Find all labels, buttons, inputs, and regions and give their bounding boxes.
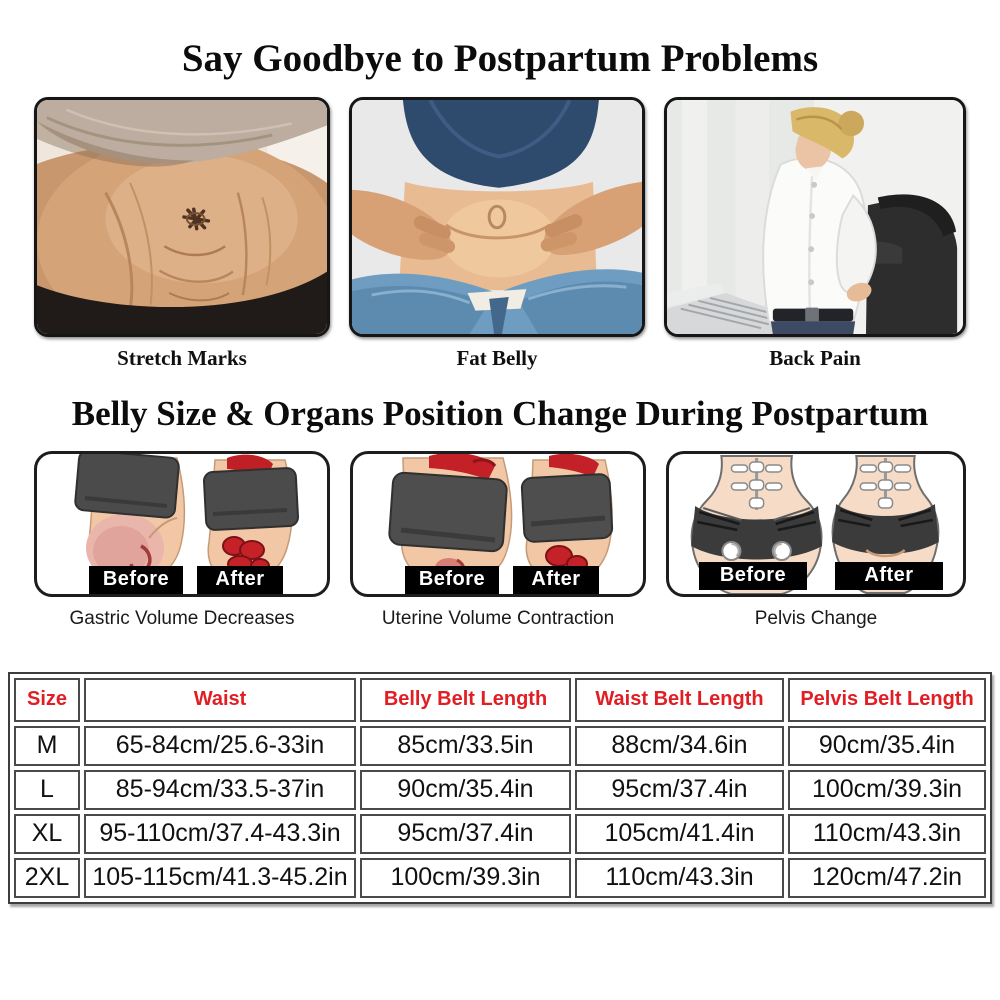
- before-badge: Before: [89, 566, 183, 594]
- after-badge: After: [197, 566, 283, 594]
- after-badge: After: [835, 562, 943, 590]
- cell-size-m: M: [14, 726, 80, 766]
- cell-size-l: L: [14, 770, 80, 810]
- cell-belly-xl: 95cm/37.4in: [360, 814, 571, 854]
- photo-caption-stretch-marks: Stretch Marks: [117, 345, 247, 370]
- photo-caption-back-pain: Back Pain: [769, 345, 861, 370]
- cell-belly-2xl: 100cm/39.3in: [360, 858, 571, 898]
- photo-stretch-marks: [34, 97, 330, 371]
- stretch-marks-illustration: [37, 100, 327, 334]
- col-header-pelvis: Pelvis Belt Length: [788, 678, 986, 722]
- col-header-waist-belt: Waist Belt Length: [575, 678, 784, 722]
- panel-caption-pelvis: Pelvis Change: [754, 607, 878, 629]
- change-panels-row: [0, 451, 1000, 630]
- cell-waistbelt-xl: 105cm/41.4in: [575, 814, 784, 854]
- pelvis-change-panel: [666, 451, 966, 597]
- panel-caption-uterine: Uterine Volume Contraction: [381, 607, 615, 629]
- cell-belly-l: 90cm/35.4in: [360, 770, 571, 810]
- before-badge: Before: [405, 566, 499, 594]
- cell-waistbelt-2xl: 110cm/43.3in: [575, 858, 784, 898]
- back-pain-photo-frame: [664, 97, 966, 337]
- cell-waist-l: 85-94cm/33.5-37in: [84, 770, 356, 810]
- cell-pelvis-xl: 110cm/43.3in: [788, 814, 986, 854]
- photo-caption-fat-belly: Fat Belly: [456, 345, 538, 370]
- photo-fat-belly: [349, 97, 645, 371]
- gastric-volume-panel: [34, 451, 330, 597]
- cell-belly-m: 85cm/33.5in: [360, 726, 571, 766]
- cell-waist-2xl: 105-115cm/41.3-45.2in: [84, 858, 356, 898]
- cell-pelvis-l: 100cm/39.3in: [788, 770, 986, 810]
- col-header-size: Size: [14, 678, 80, 722]
- panel-uterine-volume: [350, 451, 646, 630]
- panel-gastric-volume: [34, 451, 330, 630]
- after-badge: After: [513, 566, 599, 594]
- cell-pelvis-2xl: 120cm/47.2in: [788, 858, 986, 898]
- size-table-grid: [14, 678, 986, 898]
- cell-pelvis-m: 90cm/35.4in: [788, 726, 986, 766]
- col-header-belly: Belly Belt Length: [360, 678, 571, 722]
- panel-caption-gastric: Gastric Volume Decreases: [69, 607, 295, 629]
- fat-belly-photo-frame: [349, 97, 645, 337]
- cell-size-xl: XL: [14, 814, 80, 854]
- fat-belly-illustration: [352, 100, 642, 334]
- problem-photos-row: [0, 97, 1000, 371]
- cell-waist-xl: 95-110cm/37.4-43.3in: [84, 814, 356, 854]
- back-pain-illustration: [667, 100, 963, 334]
- section2-title: Belly Size & Organs Position Change During Postpartum: [71, 393, 929, 433]
- section1-title: Say Goodbye to Postpartum Problems: [181, 37, 819, 80]
- cell-waist-m: 65-84cm/25.6-33in: [84, 726, 356, 766]
- size-table: [8, 672, 992, 904]
- uterine-volume-panel: [350, 451, 646, 597]
- col-header-waist: Waist: [84, 678, 356, 722]
- before-badge: Before: [699, 562, 807, 590]
- panel-pelvis-change: [666, 451, 966, 630]
- stretch-marks-photo-frame: [34, 97, 330, 337]
- cell-waistbelt-m: 88cm/34.6in: [575, 726, 784, 766]
- cell-waistbelt-l: 95cm/37.4in: [575, 770, 784, 810]
- photo-back-pain: [664, 97, 966, 371]
- cell-size-2xl: 2XL: [14, 858, 80, 898]
